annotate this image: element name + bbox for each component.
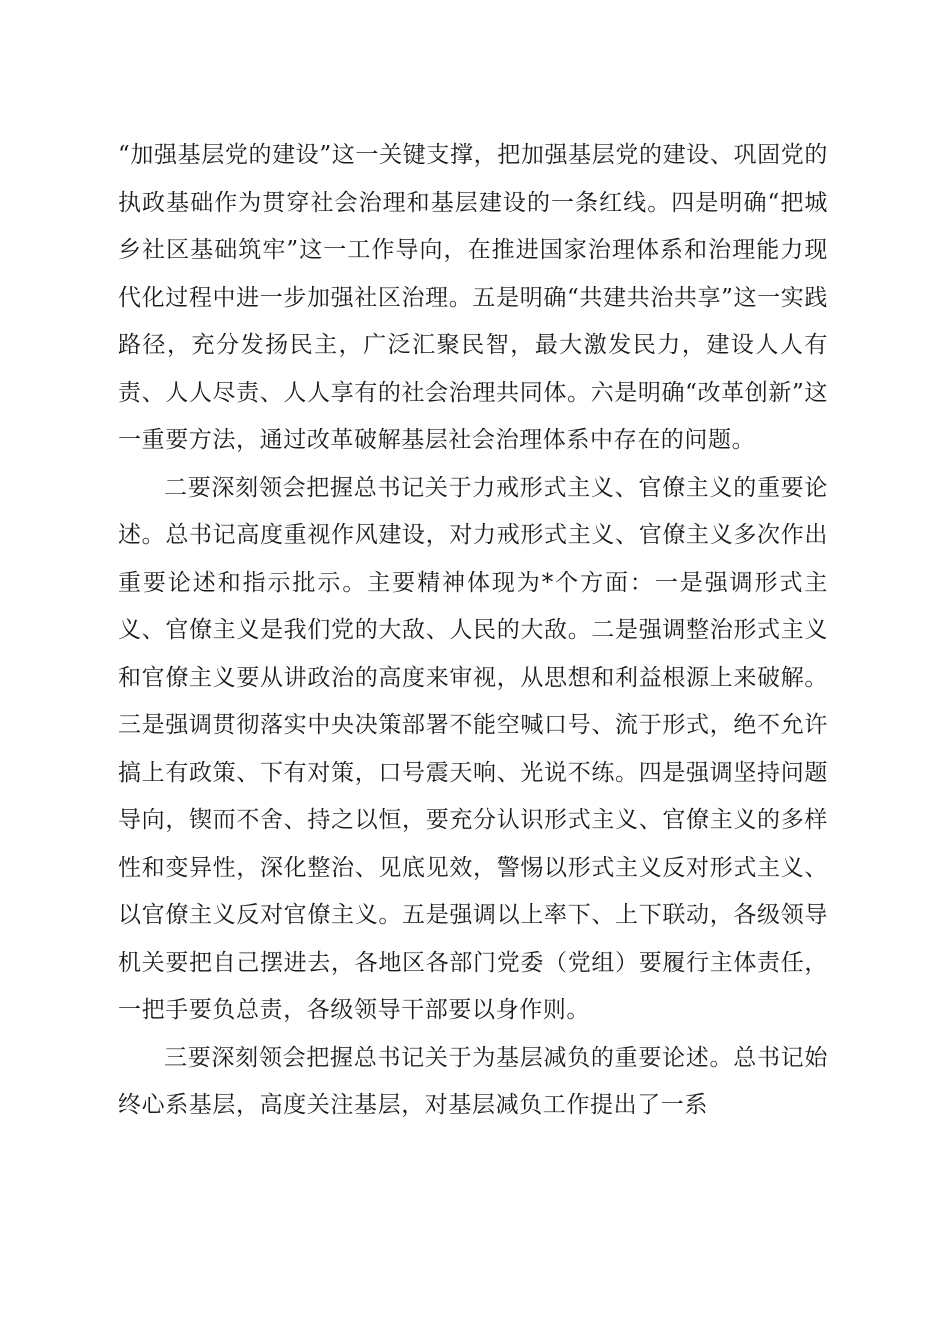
paragraph-grassroots-burden-reduction: 三要深刻领会把握总书记关于为基层减负的重要论述。总书记始终心系基层，高度关注基层，对基层减负工作提出了一系 bbox=[118, 1044, 828, 1118]
paragraph-formalism-bureaucratism: 二要深刻领会把握总书记关于力戒形式主义、官僚主义的重要论述。总书记高度重视作风建设，对力戒形式主义、官僚主义多次作出重要论述和指示批示。主要精神体现为*个方面：一是强调形式主义、官僚主义是我们党的大敌、人民的大敌。二是强调整治形式主义和官僚主义要从讲政治的高度来审视，从思想和利益根源上来破解。三是强调贯彻落实中央决策部署不能空喊口号、流于形式，绝不允许搞上有政策、下有对策，口号震天响、光说不练。四是强调坚持问题导向，锲而不舍、持之以恒，要充分认识形式主义、官僚主义的多样性和变异性，深化整治、见底见效，警惕以形式主义反对形式主义、以官僚主义反对官僚主义。五是强调以上率下、上下联动，各级领导机关要把自己摆进去，各地区各部门党委（党组）要履行主体责任，一把手要负总责，各级领导干部要以身作则。 bbox=[118, 474, 828, 1023]
body-text bbox=[118, 132, 828, 1130]
paragraph-governance-continued: “加强基层党的建设”这一关键支撑，把加强基层党的建设、巩固党的执政基础作为贯穿社会治理和基层建设的一条红线。四是明确“把城乡社区基础筑牢”这一工作导向，在推进国家治理体系和治理能力现代化过程中进一步加强社区治理。五是明确“共建共治共享”这一实践路径，充分发扬民主，广泛汇聚民智，最大激发民力，建设人人有责、人人尽责、人人享有的社会治理共同体。六是明确“改革创新”这一重要方法，通过改革破解基层社会治理体系中存在的问题。 bbox=[118, 142, 828, 453]
